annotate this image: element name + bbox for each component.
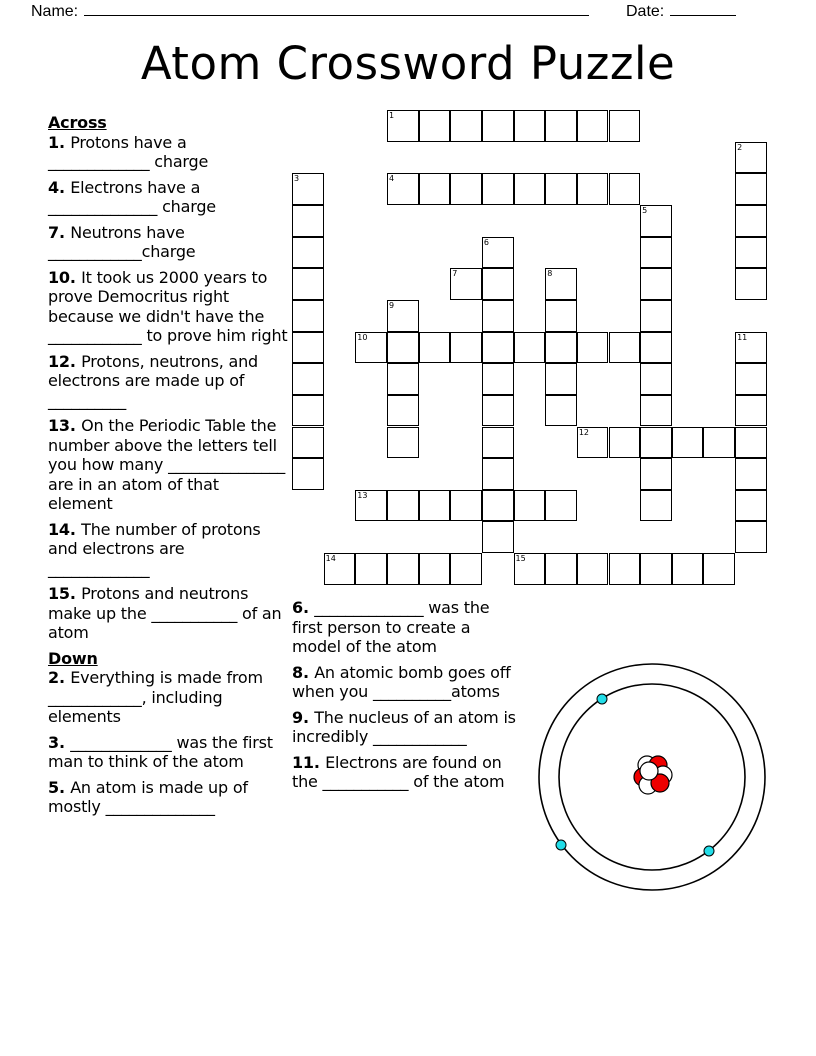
clue-number: 1: [48, 132, 59, 152]
grid-cell[interactable]: [514, 332, 546, 364]
grid-cell[interactable]: [482, 458, 514, 490]
grid-cell[interactable]: [355, 332, 387, 364]
clue-text: On the Periodic Table the number above the letters tell you how many _______________ are in an atom of that element: [48, 416, 286, 513]
clue-across-14: [48, 520, 288, 579]
grid-cell[interactable]: [735, 395, 767, 427]
grid-cell[interactable]: [735, 363, 767, 395]
grid-cell[interactable]: [292, 268, 324, 300]
grid-cell[interactable]: [387, 300, 419, 332]
grid-cell[interactable]: [735, 427, 767, 459]
grid-cell[interactable]: [545, 395, 577, 427]
grid-cell[interactable]: [387, 173, 419, 205]
grid-cell[interactable]: [355, 553, 387, 585]
clue-number-dot: .: [58, 668, 71, 687]
grid-cell[interactable]: [292, 458, 324, 490]
grid-cell[interactable]: [609, 427, 641, 459]
grid-cell[interactable]: [735, 268, 767, 300]
nucleus-icon: [634, 756, 672, 794]
cell-clue-number: 10: [357, 332, 368, 342]
clue-across-10: [48, 268, 288, 346]
across-clue-list: [48, 133, 288, 643]
date-blank-line[interactable]: [670, 0, 736, 16]
cell-clue-number: 4: [388, 174, 395, 184]
grid-cell[interactable]: [482, 427, 514, 459]
grid-cell[interactable]: [292, 205, 324, 237]
clue-text: The number of protons and electrons are _____________: [48, 519, 261, 578]
clue-text: ______________ was the first person to create a model of the atom: [292, 598, 490, 656]
grid-cell[interactable]: [735, 490, 767, 522]
cell-clue-number: 7: [452, 269, 458, 279]
clue-text: Protons, neutrons, and electrons are made up of __________: [48, 351, 258, 410]
grid-cell[interactable]: [482, 395, 514, 427]
grid-cell[interactable]: [450, 268, 482, 300]
clue-number-dot: .: [69, 267, 82, 287]
grid-cell[interactable]: [419, 490, 451, 522]
grid-cell[interactable]: [609, 173, 641, 205]
grid-cell[interactable]: [545, 332, 577, 364]
grid-cell[interactable]: [545, 300, 577, 332]
atom-illustration: [530, 655, 780, 905]
cell-clue-number: 11: [737, 332, 748, 342]
grid-cell[interactable]: [482, 110, 514, 142]
clue-text: Everything is made from ____________, including elements: [48, 668, 263, 726]
clue-number: 7: [48, 222, 59, 242]
name-label: Name:: [31, 3, 79, 20]
grid-cell[interactable]: [450, 173, 482, 205]
grid-cell[interactable]: [577, 173, 609, 205]
grid-cell[interactable]: [482, 332, 514, 364]
clue-text: It took us 2000 years to prove Democritus right because we didn't have the ____________ to prove him right: [48, 267, 288, 345]
clue-down-8: [292, 663, 522, 702]
grid-cell[interactable]: [577, 332, 609, 364]
clue-across-4: [48, 178, 288, 217]
grid-cell[interactable]: [355, 490, 387, 522]
grid-cell[interactable]: [387, 332, 419, 364]
clue-number: 12: [48, 351, 70, 371]
clue-number-dot: .: [302, 662, 315, 682]
clue-text: The nucleus of an atom is incredibly ____________: [292, 707, 516, 746]
clue-number: 9: [292, 707, 303, 727]
clue-number-dot: .: [58, 777, 71, 797]
grid-cell[interactable]: [419, 110, 451, 142]
grid-cell[interactable]: [609, 332, 641, 364]
clue-across-1: [48, 133, 288, 172]
grid-cell[interactable]: [450, 332, 482, 364]
grid-cell[interactable]: [482, 173, 514, 205]
clue-text: _____________ was the first man to think of the atom: [48, 732, 273, 771]
grid-cell[interactable]: [419, 553, 451, 585]
clue-number-dot: .: [69, 416, 82, 435]
grid-cell[interactable]: [419, 332, 451, 364]
grid-cell[interactable]: [387, 110, 419, 142]
grid-cell[interactable]: [577, 553, 609, 585]
grid-cell[interactable]: [482, 490, 514, 522]
grid-cell[interactable]: [545, 268, 577, 300]
grid-cell[interactable]: [482, 300, 514, 332]
grid-cell[interactable]: [514, 110, 546, 142]
grid-cell[interactable]: [419, 173, 451, 205]
grid-cell[interactable]: [387, 363, 419, 395]
grid-cell[interactable]: [292, 173, 324, 205]
clue-down-2: [48, 668, 288, 727]
grid-cell[interactable]: [735, 521, 767, 553]
clue-across-12: [48, 352, 288, 411]
clue-number: 3: [48, 732, 59, 752]
grid-cell[interactable]: [450, 553, 482, 585]
grid-cell[interactable]: [514, 553, 546, 585]
grid-cell[interactable]: [514, 490, 546, 522]
grid-cell[interactable]: [640, 395, 672, 427]
clue-number-dot: .: [69, 351, 82, 371]
name-field-row: [31, 0, 589, 22]
down-heading: Down: [48, 648, 98, 668]
grid-cell[interactable]: [609, 110, 641, 142]
grid-cell[interactable]: [577, 110, 609, 142]
grid-cell[interactable]: [450, 490, 482, 522]
clue-down-6: [292, 598, 522, 657]
grid-cell[interactable]: [292, 395, 324, 427]
clue-down-3: [48, 733, 288, 772]
grid-cell[interactable]: [482, 363, 514, 395]
grid-cell[interactable]: [545, 553, 577, 585]
cell-clue-number: 6: [483, 237, 489, 247]
page-title: Atom Crossword Puzzle: [140, 37, 676, 90]
grid-cell[interactable]: [735, 173, 767, 205]
grid-cell[interactable]: [640, 205, 672, 237]
clue-number: 8: [292, 662, 303, 682]
clue-number-dot: .: [58, 177, 71, 197]
clue-number: 11: [292, 752, 314, 772]
cell-clue-number: 13: [357, 490, 368, 500]
grid-cell[interactable]: [735, 332, 767, 364]
clue-text: Electrons have a ______________ charge: [48, 177, 216, 216]
grid-cell[interactable]: [640, 553, 672, 585]
clue-number-dot: .: [302, 598, 315, 617]
clue-number-dot: .: [58, 732, 71, 752]
cell-clue-number: 9: [388, 300, 395, 310]
cell-clue-number: 14: [325, 554, 336, 564]
cell-clue-number: 1: [388, 111, 395, 120]
grid-cell[interactable]: [514, 173, 546, 205]
clue-text: Electrons are found on the ___________ of the atom: [292, 752, 505, 791]
clue-text: Protons and neutrons make up the ___________ of an atom: [48, 584, 282, 642]
grid-cell[interactable]: [545, 490, 577, 522]
grid-cell[interactable]: [545, 173, 577, 205]
grid-cell[interactable]: [292, 363, 324, 395]
clue-across-15: [48, 584, 288, 643]
down-clue-list: [48, 668, 288, 817]
clue-number-dot: .: [58, 132, 71, 152]
grid-cell[interactable]: [640, 332, 672, 364]
grid-cell[interactable]: [482, 268, 514, 300]
cell-clue-number: 12: [578, 427, 590, 437]
clue-number: 2: [48, 668, 59, 687]
clue-number-dot: .: [302, 707, 315, 727]
grid-cell[interactable]: [545, 110, 577, 142]
clue-across-13: [48, 416, 288, 514]
clue-number: 10: [48, 267, 70, 287]
electron-icon: [556, 840, 566, 850]
clue-down-5: [48, 778, 288, 817]
clue-text: Neutrons have ____________charge: [48, 222, 196, 261]
grid-cell[interactable]: [450, 110, 482, 142]
grid-cell[interactable]: [735, 142, 767, 174]
grid-cell[interactable]: [324, 553, 356, 585]
grid-cell[interactable]: [640, 237, 672, 269]
grid-cell[interactable]: [482, 521, 514, 553]
grid-cell[interactable]: [735, 205, 767, 237]
clue-number-dot: .: [69, 519, 82, 539]
grid-cell[interactable]: [640, 300, 672, 332]
grid-cell[interactable]: [640, 363, 672, 395]
grid-cell[interactable]: [387, 553, 419, 585]
grid-cell[interactable]: [672, 553, 704, 585]
grid-cell[interactable]: [609, 553, 641, 585]
grid-cell[interactable]: [387, 490, 419, 522]
grid-cell[interactable]: [640, 268, 672, 300]
clue-text: An atomic bomb goes off when you __________atoms: [292, 662, 511, 701]
grid-cell[interactable]: [292, 427, 324, 459]
grid-cell[interactable]: [292, 237, 324, 269]
grid-cell[interactable]: [735, 237, 767, 269]
grid-cell[interactable]: [703, 553, 735, 585]
clue-text: Protons have a _____________ charge: [48, 132, 209, 171]
grid-cell[interactable]: [482, 237, 514, 269]
clue-column-right: [292, 598, 522, 798]
grid-cell[interactable]: [292, 300, 324, 332]
down-clue-list-continued: [292, 598, 522, 792]
clue-number-dot: .: [69, 584, 82, 603]
grid-cell[interactable]: [640, 458, 672, 490]
clue-number-dot: .: [313, 752, 326, 772]
clue-number-dot: .: [58, 222, 71, 242]
grid-cell[interactable]: [640, 490, 672, 522]
grid-cell[interactable]: [577, 427, 609, 459]
grid-cell[interactable]: [387, 395, 419, 427]
name-blank-line[interactable]: [84, 0, 589, 16]
date-label: Date:: [626, 3, 665, 20]
clue-text: An atom is made up of mostly ______________: [48, 777, 248, 816]
grid-cell[interactable]: [292, 332, 324, 364]
cell-clue-number: 5: [642, 205, 648, 215]
clue-number: 4: [48, 177, 59, 197]
cell-clue-number: 8: [547, 269, 553, 279]
date-field-row: [626, 0, 736, 22]
cell-clue-number: 3: [294, 174, 300, 184]
clue-number: 13: [48, 416, 70, 435]
electron-icon: [704, 846, 714, 856]
clue-across-7: [48, 223, 288, 262]
electron-icon: [597, 694, 607, 704]
clue-down-9: [292, 708, 522, 747]
grid-cell[interactable]: [640, 427, 672, 459]
grid-cell[interactable]: [387, 427, 419, 459]
grid-cell[interactable]: [703, 427, 735, 459]
cell-clue-number: 2: [737, 142, 743, 152]
grid-cell[interactable]: [735, 458, 767, 490]
clue-column-left: [48, 113, 288, 823]
clue-number: 6: [292, 598, 303, 617]
clue-number: 14: [48, 519, 70, 539]
grid-cell[interactable]: [545, 363, 577, 395]
clue-number: 15: [48, 584, 70, 603]
clue-number: 5: [48, 777, 59, 797]
clue-down-11: [292, 753, 522, 792]
cell-clue-number: 15: [515, 554, 526, 564]
grid-cell[interactable]: [672, 427, 704, 459]
across-heading: Across: [48, 113, 107, 132]
